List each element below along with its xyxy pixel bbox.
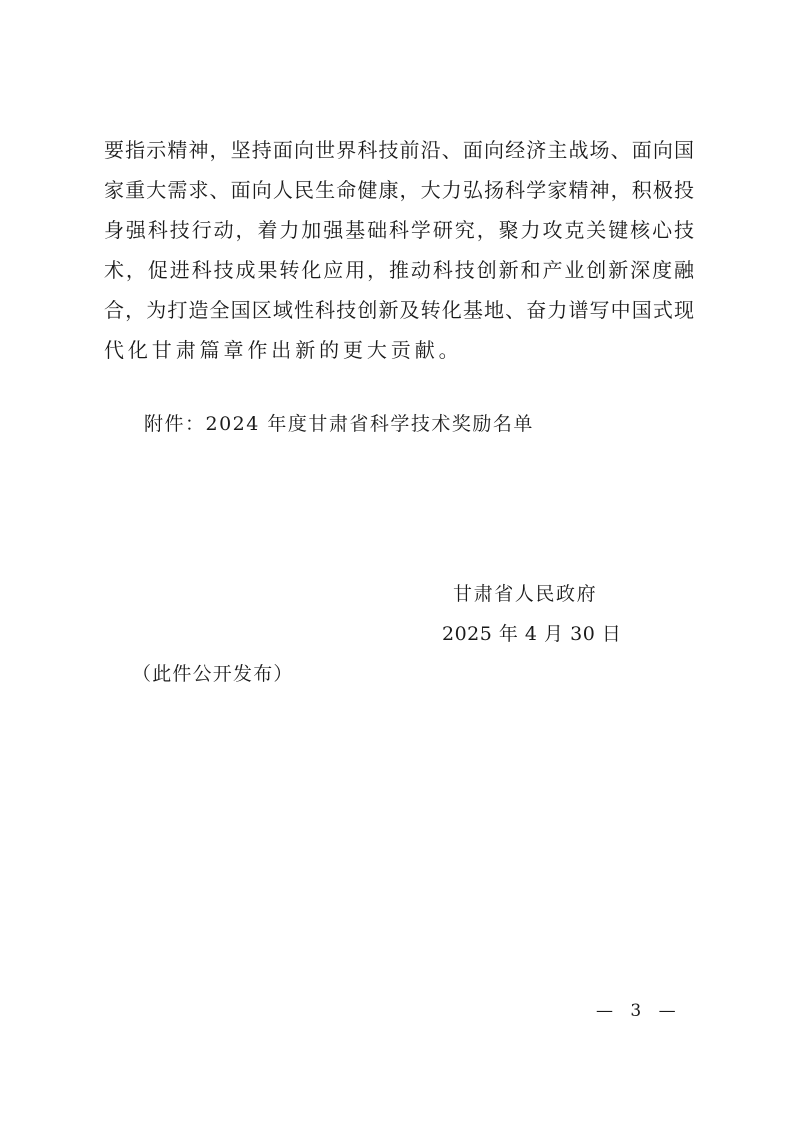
body-line: 合，为打造全国区域性科技创新及转化基地、奋力谱写中国式现	[104, 298, 694, 322]
issuer-name: 甘肃省人民政府	[453, 583, 598, 605]
body-line: 要指示精神，坚持面向世界科技前沿、面向经济主战场、面向国	[104, 138, 694, 162]
issue-date: 2025 年 4 月 30 日	[442, 623, 622, 645]
attachment-reference: 附件：2024 年度甘肃省科学技术奖励名单	[144, 413, 534, 435]
publish-note: （此件公开发布）	[132, 663, 294, 685]
body-line: 代化甘肃篇章作出新的更大贡献。	[104, 338, 463, 362]
body-line: 身强科技行动，着力加强基础科学研究，聚力攻克关键核心技	[104, 218, 694, 242]
body-line: 家重大需求、面向人民生命健康，大力弘扬科学家精神，积极投	[104, 178, 694, 202]
body-paragraph	[104, 130, 694, 370]
page-number: — 3 —	[596, 1001, 682, 1021]
body-line: 术，促进科技成果转化应用，推动科技创新和产业创新深度融	[104, 258, 694, 282]
